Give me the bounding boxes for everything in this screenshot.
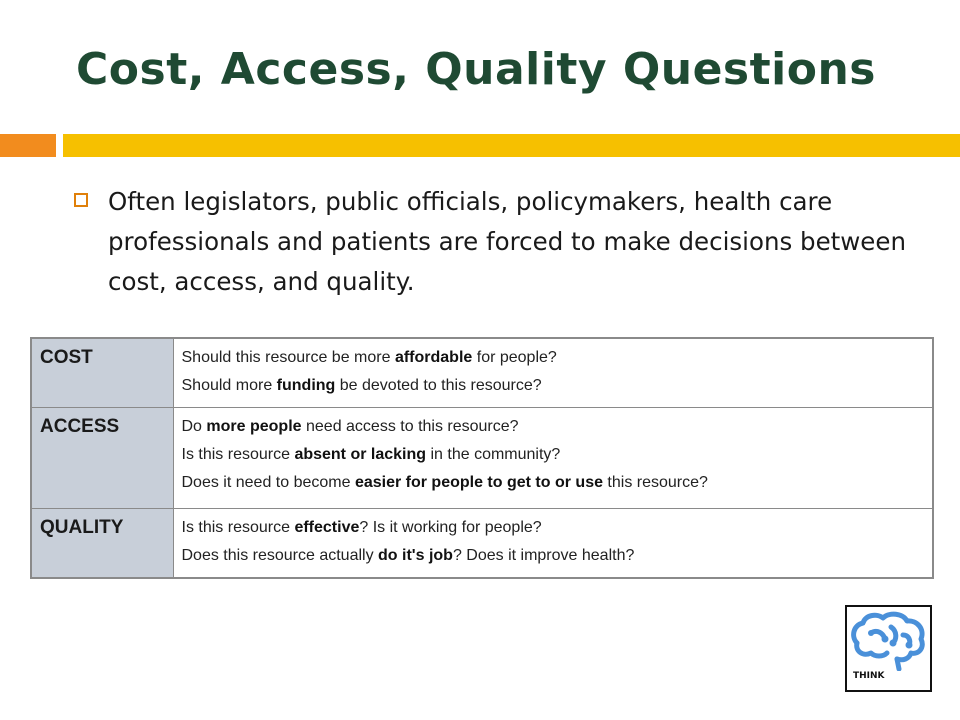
question-text: Should more	[181, 377, 277, 394]
question-line	[182, 344, 925, 372]
row-label-quality: QUALITY	[31, 508, 173, 578]
question-text: need access to this resource?	[301, 417, 519, 435]
row-label-cost: COST	[31, 338, 173, 407]
slide-title: Cost, Access, Quality Questions	[76, 44, 876, 95]
emphasis-text: easier for people to get to or use	[354, 473, 603, 491]
square-bullet-icon	[74, 193, 88, 207]
emphasis-text: affordable	[394, 349, 473, 366]
question-line	[182, 469, 925, 497]
table-row-access	[31, 407, 933, 508]
accent-bar-orange	[0, 134, 56, 157]
question-text: ? Does it improve health?	[452, 546, 635, 564]
think-label: THINK	[853, 671, 885, 681]
question-text: Do	[181, 417, 207, 435]
row-questions-access	[173, 407, 933, 508]
question-line	[182, 372, 925, 400]
emphasis-text: do it's job	[378, 546, 453, 564]
questions-table	[30, 337, 934, 579]
question-text: Is this resource	[181, 445, 295, 463]
question-text: ? Is it working for people?	[359, 518, 542, 536]
question-text: this resource?	[602, 473, 708, 491]
row-label-access: ACCESS	[31, 407, 173, 508]
question-text: Does this resource actually	[181, 546, 379, 564]
question-text: for people?	[472, 349, 557, 366]
question-line	[182, 542, 925, 570]
question-text: be devoted to this resource?	[335, 377, 542, 394]
emphasis-text: funding	[276, 377, 336, 394]
row-questions-quality	[173, 508, 933, 578]
table-row-quality	[31, 508, 933, 578]
question-line	[182, 413, 925, 441]
emphasis-text: effective	[294, 518, 360, 536]
emphasis-text: more people	[206, 417, 302, 435]
question-text: Should this resource be more	[181, 349, 395, 366]
bullet-text: Often legislators, public officials, policymakers, health care professionals and patients are forced to make decisions between cost, access, and quality.	[108, 187, 906, 296]
think-badge	[845, 605, 932, 692]
question-text: Does it need to become	[181, 473, 355, 491]
emphasis-text: absent or lacking	[294, 445, 427, 463]
question-text: in the community?	[426, 445, 561, 463]
question-line	[182, 514, 925, 542]
accent-bar-yellow	[63, 134, 960, 157]
brain-icon	[847, 609, 929, 671]
question-text: Is this resource	[181, 518, 295, 536]
table-row-cost	[31, 338, 933, 407]
question-line	[182, 441, 925, 469]
row-questions-cost	[173, 338, 933, 407]
